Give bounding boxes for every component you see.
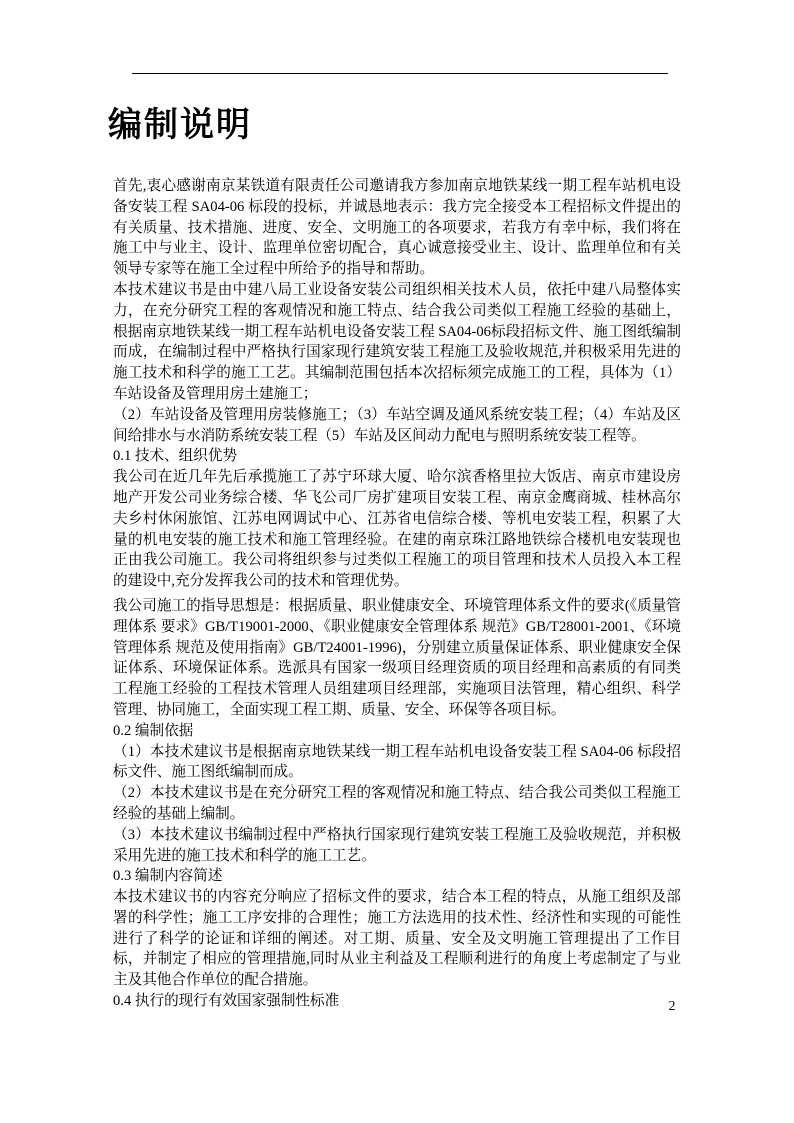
paragraph-thanks: 首先,衷心感谢南京某铁道有限责任公司邀请我方参加南京地铁某线一期工程车站机电设备安装工程 SA04-06 标段的投标，并诚恳地表示：我方完全接受本工程招标文件提出的有关质量、技术措施、进度、安全、文明施工的各项要求，若我方有幸中标，我们将在施工中与业主、设计、监理单位密切配合，真心诚意接受业主、设计、监理单位和有关领导专家等在施工全过程中所给予的指导和帮助。: [113, 178, 681, 278]
list-item-1: （1）本技术建议书是根据南京地铁某线一期工程车站机电设备安装工程 SA04-06 标段招标文件、施工图纸编制而成。: [113, 743, 681, 781]
section-heading-0-4: 0.4 执行的现行有效国家强制性标准: [113, 993, 340, 1010]
paragraph-company-experience: 我公司在近几年先后承揽施工了苏宁环球大厦、哈尔滨香格里拉大饭店、南京市建设房地产开发公司业务综合楼、华飞公司厂房扩建项目安装工程、南京金鹰商城、桂林高尔夫乡村休闲旅馆、江苏电网调试中心、江苏省电信综合楼、等机电安装工程，积累了大量的机电安装的施工技术和施工管理经验。在建的南京珠江路地铁综合楼机电安装现也正由我公司施工。我公司将组织参与过类似工程施工的项目管理和技术人员投入本工程的建设中,充分发挥我公司的技术和管理优势。: [113, 469, 681, 590]
page-number: 2: [668, 999, 676, 1014]
section-heading-0-1: 0.1 技术、组织优势: [113, 448, 238, 465]
section-heading-0-3: 0.3 编制内容简述: [113, 868, 223, 885]
list-item-3: （3）本技术建议书编制过程中严格执行国家现行建筑安装工程施工及验收规范，并积极采用先进的施工技术和科学的施工工艺。: [113, 826, 681, 864]
section-heading-0-2: 0.2 编制依据: [113, 722, 194, 739]
document-title: 编制说明: [108, 106, 252, 144]
paragraph-scope-items: （2）车站设备及管理用房装修施工；（3）车站空调及通风系统安装工程；（4）车站及区间给排水与水消防系统安装工程（5）车站及区间动力配电与照明系统安装工程等。: [113, 406, 681, 444]
document-content: [108, 0, 681, 1012]
paragraph-guiding-principle: 我公司施工的指导思想是：根据质量、职业健康安全、环境管理体系文件的要求(《质量管理体系 要求》GB/T19001-2000、《职业健康安全管理体系 规范》GB/T28001-2001、《环境管理体系 规范及使用指南》GB/T24001-1996)，分别建立质量保证体系、职业健康安全保证体系、环境保证体系。选派具有国家一级项目经理资质的项目经理和高素质的有同类工程施工经验的工程技术管理人员组建项目经理部，实施项目法管理，精心组织、科学管理、协同施工，全面实现工程工期、质量、安全、环保等各项目标。: [113, 597, 681, 718]
list-item-2: （2）本技术建议书是在充分研究工程的客观情况和施工特点、结合我公司类似工程施工经验的基础上编制。: [113, 785, 681, 822]
paragraph-basis: 本技术建议书是由中建八局工业设备安装公司组织相关技术人员，依托中建八局整体实力，在充分研究工程的客观情况和施工特点、结合我公司类似工程施工经验的基础上，根据南京地铁某线一期工程车站机电设备安装工程 SA04-06标段招标文件、施工图纸编制而成，在编制过程中严格执行国家现行建筑安装工程施工及验收规范,并积极采用先进的施工技术和科学的施工工艺。其编制范围包括本次招标须完成施工的工程，具体为（1）车站设备及管理用房土建施工；: [113, 281, 681, 402]
paragraph-content-summary: 本技术建议书的内容充分响应了招标文件的要求，结合本工程的特点，从施工组织及部署的科学性；施工工序安排的合理性；施工方法选用的技术性、经济性和实现的可能性进行了科学的论证和详细的阐述。对工期、质量、安全及文明施工管理提出了工作目标，并制定了相应的管理措施,同时从业主利益及工程顺利进行的角度上考虑制定了与业主及其他合作单位的配合措施。: [113, 889, 681, 989]
